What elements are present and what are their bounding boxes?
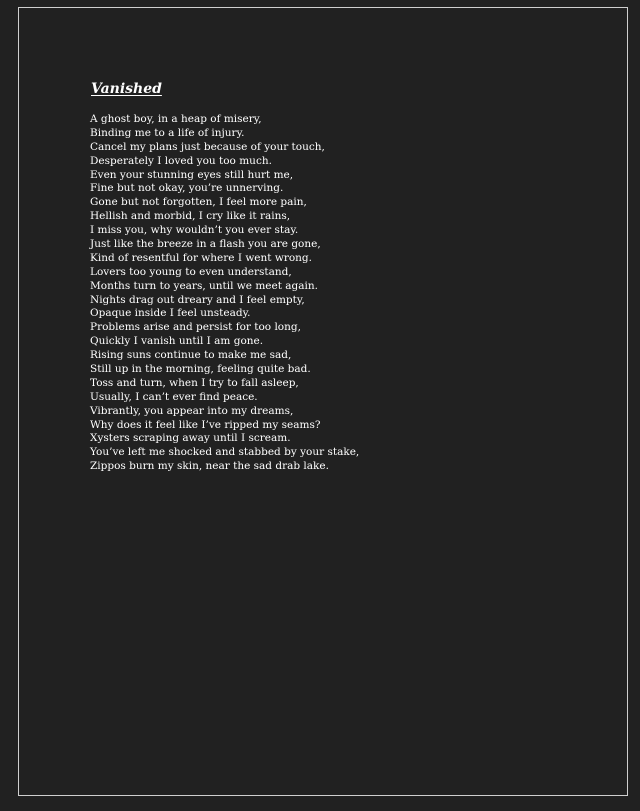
poem-title: Vanished	[91, 81, 162, 97]
poem-line: A ghost boy, in a heap of misery,	[90, 113, 262, 125]
poem-line: Usually, I can’t ever find peace.	[90, 390, 258, 403]
poem-line: Hellish and morbid, I cry like it rains,	[90, 210, 291, 223]
poem-line: Still up in the morning, feeling quite bad.	[90, 363, 311, 376]
poem-line: Even your stunning eyes still hurt me,	[90, 168, 294, 181]
poem-line: Just like the breeze in a flash you are gone,	[90, 238, 321, 251]
poem-line: Gone but not forgotten, I feel more pain,	[90, 196, 307, 209]
poem-line: Vibrantly, you appear into my dreams,	[90, 404, 294, 417]
poem-line: Quickly I vanish until I am gone.	[90, 335, 264, 348]
poem-line: Nights drag out dreary and I feel empty,	[90, 293, 305, 306]
poem-line: Opaque inside I feel unsteady.	[90, 307, 251, 320]
poem-line: Toss and turn, when I try to fall asleep,	[90, 376, 299, 389]
poem-line: I miss you, why wouldn’t you ever stay.	[90, 224, 299, 237]
poem-line: Months turn to years, until we meet again.	[90, 279, 318, 292]
poem-line: Lovers too young to even understand,	[90, 265, 292, 278]
poem-line: Binding me to a life of injury.	[90, 126, 245, 139]
poem-line: Fine but not okay, you’re unnerving.	[90, 182, 284, 195]
poem-line: Zippos burn my skin, near the sad drab lake.	[90, 460, 329, 473]
poem-line: Problems arise and persist for too long,	[90, 321, 301, 334]
poem-line: Cancel my plans just because of your touch,	[90, 140, 325, 153]
poem-line: Desperately I loved you too much.	[90, 154, 272, 167]
poem-body	[90, 113, 359, 474]
poem-line: Rising suns continue to make me sad,	[90, 349, 292, 362]
poem-line: Kind of resentful for where I went wrong.	[90, 251, 312, 264]
poem-line: Xysters scraping away until I scream.	[90, 432, 291, 445]
poem-line: You’ve left me shocked and stabbed by your stake,	[90, 446, 360, 459]
poem-line: Why does it feel like I’ve ripped my seams?	[90, 418, 321, 431]
